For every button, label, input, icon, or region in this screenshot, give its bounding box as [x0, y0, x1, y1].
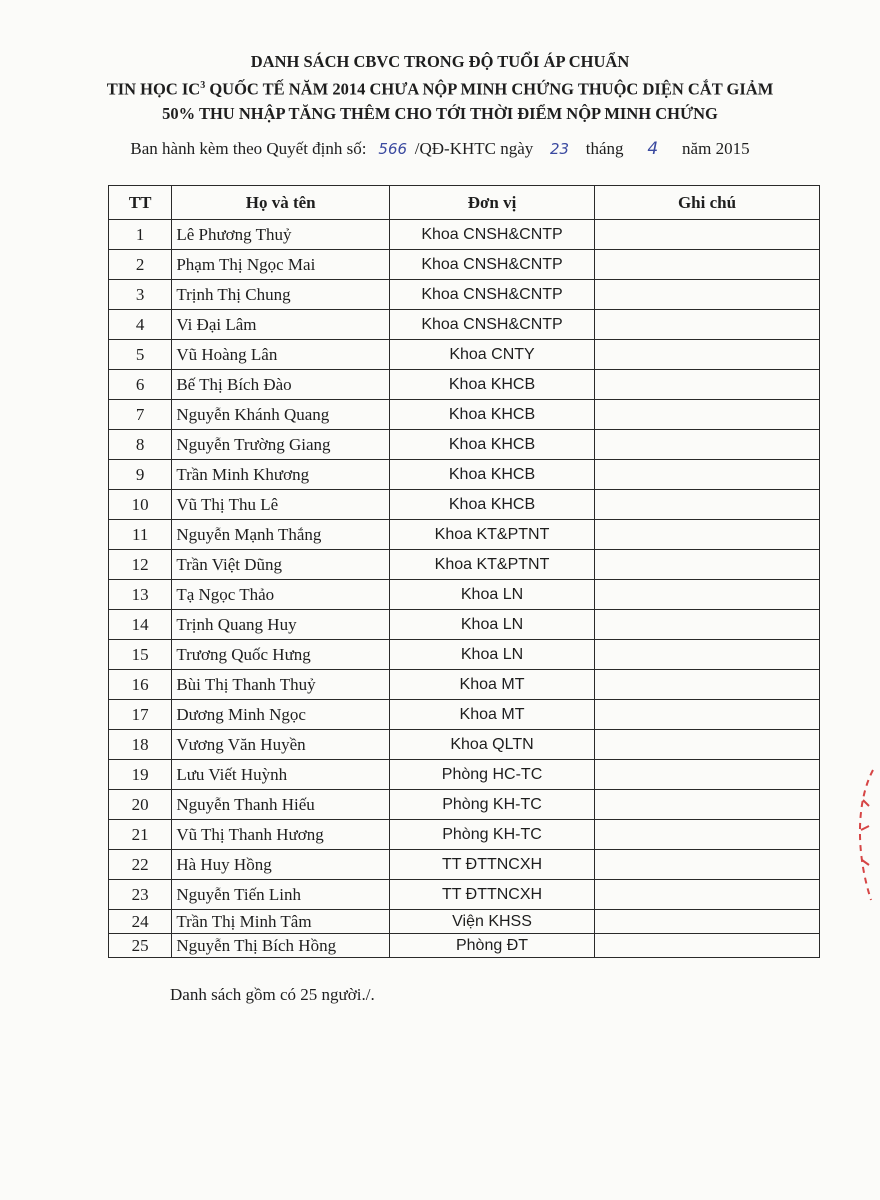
row-unit: Khoa KT&PTNT — [390, 550, 595, 580]
row-number: 24 — [109, 910, 172, 934]
table-body — [109, 220, 820, 958]
row-note — [594, 280, 819, 310]
row-unit: Phòng ĐT — [390, 934, 595, 958]
table-row — [109, 460, 820, 490]
row-unit: Khoa KHCB — [390, 460, 595, 490]
row-unit: Khoa CNSH&CNTP — [390, 250, 595, 280]
row-note — [594, 820, 819, 850]
row-name: Nguyễn Mạnh Thắng — [172, 520, 390, 550]
row-name: Vũ Thị Thu Lê — [172, 490, 390, 520]
title-line-2-superscript: 3 — [200, 80, 206, 91]
table-row — [109, 850, 820, 880]
row-number: 11 — [109, 520, 172, 550]
row-unit: Khoa QLTN — [390, 730, 595, 760]
row-note — [594, 250, 819, 280]
table-row — [109, 700, 820, 730]
table-row — [109, 670, 820, 700]
row-name: Lê Phương Thuỷ — [172, 220, 390, 250]
row-unit: Phòng KH-TC — [390, 820, 595, 850]
row-unit: Khoa CNSH&CNTP — [390, 220, 595, 250]
table-row — [109, 910, 820, 934]
row-note — [594, 670, 819, 700]
row-unit: Khoa LN — [390, 640, 595, 670]
table-row — [109, 370, 820, 400]
red-stamp-fragment — [845, 760, 875, 910]
table-row — [109, 790, 820, 820]
title-line-1: DANH SÁCH CBVC TRONG ĐỘ TUỔI ÁP CHUẨN — [250, 52, 630, 71]
header-name: Họ và tên — [172, 186, 390, 220]
row-unit: Phòng KH-TC — [390, 790, 595, 820]
row-note — [594, 910, 819, 934]
table-row — [109, 760, 820, 790]
row-name: Nguyễn Trường Giang — [172, 430, 390, 460]
row-number: 7 — [109, 400, 172, 430]
row-unit: Khoa CNTY — [390, 340, 595, 370]
row-number: 19 — [109, 760, 172, 790]
row-number: 6 — [109, 370, 172, 400]
title-line-2 — [0, 74, 880, 102]
decision-day-handwritten: 23 — [549, 140, 570, 158]
row-name: Trương Quốc Hưng — [172, 640, 390, 670]
row-number: 18 — [109, 730, 172, 760]
table-row — [109, 934, 820, 958]
row-name: Nguyễn Thị Bích Hồng — [172, 934, 390, 958]
table-row — [109, 340, 820, 370]
row-unit: Khoa CNSH&CNTP — [390, 310, 595, 340]
table-row — [109, 220, 820, 250]
table-row — [109, 250, 820, 280]
row-name: Trần Thị Minh Tâm — [172, 910, 390, 934]
row-name: Vũ Hoàng Lân — [172, 340, 390, 370]
row-name: Vi Đại Lâm — [172, 310, 390, 340]
row-note — [594, 370, 819, 400]
row-number: 15 — [109, 640, 172, 670]
table-row — [109, 430, 820, 460]
document-title — [0, 50, 880, 126]
row-name: Tạ Ngọc Thảo — [172, 580, 390, 610]
row-note — [594, 880, 819, 910]
row-number: 4 — [109, 310, 172, 340]
row-note — [594, 550, 819, 580]
row-unit: Khoa LN — [390, 580, 595, 610]
row-unit: Phòng HC-TC — [390, 760, 595, 790]
row-name: Nguyễn Thanh Hiếu — [172, 790, 390, 820]
row-note — [594, 460, 819, 490]
staff-list-table — [108, 185, 820, 958]
row-note — [594, 760, 819, 790]
row-number: 8 — [109, 430, 172, 460]
row-name: Trịnh Thị Chung — [172, 280, 390, 310]
table-header-row — [109, 186, 820, 220]
row-note — [594, 430, 819, 460]
row-number: 9 — [109, 460, 172, 490]
row-name: Lưu Viết Huỳnh — [172, 760, 390, 790]
row-unit: Khoa MT — [390, 670, 595, 700]
stamp-mark — [861, 800, 869, 865]
row-unit: TT ĐTTNCXH — [390, 850, 595, 880]
row-number: 13 — [109, 580, 172, 610]
table-row — [109, 400, 820, 430]
row-note — [594, 490, 819, 520]
row-number: 16 — [109, 670, 172, 700]
decision-prefix: Ban hành kèm theo Quyết định số: — [130, 139, 371, 158]
table-row — [109, 490, 820, 520]
title-line-3: 50% THU NHẬP TĂNG THÊM CHO TỚI THỜI ĐIỂM NỘP MINH CHỨNG — [162, 103, 718, 123]
table-row — [109, 640, 820, 670]
row-name: Bùi Thị Thanh Thuỷ — [172, 670, 390, 700]
row-number: 14 — [109, 610, 172, 640]
row-note — [594, 400, 819, 430]
row-note — [594, 310, 819, 340]
row-number: 21 — [109, 820, 172, 850]
row-number: 17 — [109, 700, 172, 730]
table-row — [109, 310, 820, 340]
title-line-2-suffix: QUỐC TẾ NĂM 2014 CHƯA NỘP MINH CHỨNG THUỘC DIỆN CẮT GIẢM — [205, 79, 774, 99]
decision-code: /QĐ-KHTC ngày — [414, 139, 538, 158]
row-note — [594, 730, 819, 760]
row-unit: Khoa KT&PTNT — [390, 520, 595, 550]
row-name: Bế Thị Bích Đào — [172, 370, 390, 400]
row-note — [594, 520, 819, 550]
row-number: 25 — [109, 934, 172, 958]
row-unit: Khoa CNSH&CNTP — [390, 280, 595, 310]
row-unit: Khoa KHCB — [390, 430, 595, 460]
row-name: Nguyễn Tiến Linh — [172, 880, 390, 910]
header-note: Ghi chú — [594, 186, 819, 220]
table-row — [109, 550, 820, 580]
row-number: 23 — [109, 880, 172, 910]
row-note — [594, 220, 819, 250]
row-unit: Viện KHSS — [390, 910, 595, 934]
decision-year: năm 2015 — [677, 139, 750, 158]
row-number: 20 — [109, 790, 172, 820]
row-number: 22 — [109, 850, 172, 880]
row-number: 12 — [109, 550, 172, 580]
decision-number-handwritten: 566 — [378, 140, 408, 158]
row-unit: Khoa KHCB — [390, 370, 595, 400]
decision-reference — [0, 139, 880, 159]
table-row — [109, 580, 820, 610]
row-note — [594, 640, 819, 670]
row-unit: Khoa KHCB — [390, 400, 595, 430]
row-number: 10 — [109, 490, 172, 520]
decision-month-label: tháng — [581, 139, 628, 158]
decision-month-handwritten: 4 — [647, 139, 659, 159]
row-name: Vũ Thị Thanh Hương — [172, 820, 390, 850]
summary-text: Danh sách gồm có 25 người./. — [170, 985, 375, 1004]
table-row — [109, 820, 820, 850]
row-name: Trịnh Quang Huy — [172, 610, 390, 640]
title-line-2-prefix: TIN HỌC IC — [106, 79, 201, 99]
stamp-arc — [860, 770, 873, 900]
row-name: Nguyễn Khánh Quang — [172, 400, 390, 430]
row-note — [594, 610, 819, 640]
row-note — [594, 790, 819, 820]
row-number: 2 — [109, 250, 172, 280]
row-unit: Khoa MT — [390, 700, 595, 730]
table-row — [109, 880, 820, 910]
header-unit: Đơn vị — [390, 186, 595, 220]
row-number: 3 — [109, 280, 172, 310]
row-name: Trần Minh Khương — [172, 460, 390, 490]
row-unit: Khoa LN — [390, 610, 595, 640]
row-note — [594, 340, 819, 370]
row-number: 1 — [109, 220, 172, 250]
row-unit: TT ĐTTNCXH — [390, 880, 595, 910]
row-note — [594, 700, 819, 730]
row-name: Vương Văn Huyền — [172, 730, 390, 760]
header-tt: TT — [109, 186, 172, 220]
row-unit: Khoa KHCB — [390, 490, 595, 520]
row-name: Hà Huy Hồng — [172, 850, 390, 880]
row-name: Phạm Thị Ngọc Mai — [172, 250, 390, 280]
row-number: 5 — [109, 340, 172, 370]
row-note — [594, 850, 819, 880]
table-row — [109, 610, 820, 640]
row-note — [594, 580, 819, 610]
row-name: Trần Việt Dũng — [172, 550, 390, 580]
row-name: Dương Minh Ngọc — [172, 700, 390, 730]
table-row — [109, 730, 820, 760]
table-row — [109, 520, 820, 550]
table-row — [109, 280, 820, 310]
row-note — [594, 934, 819, 958]
